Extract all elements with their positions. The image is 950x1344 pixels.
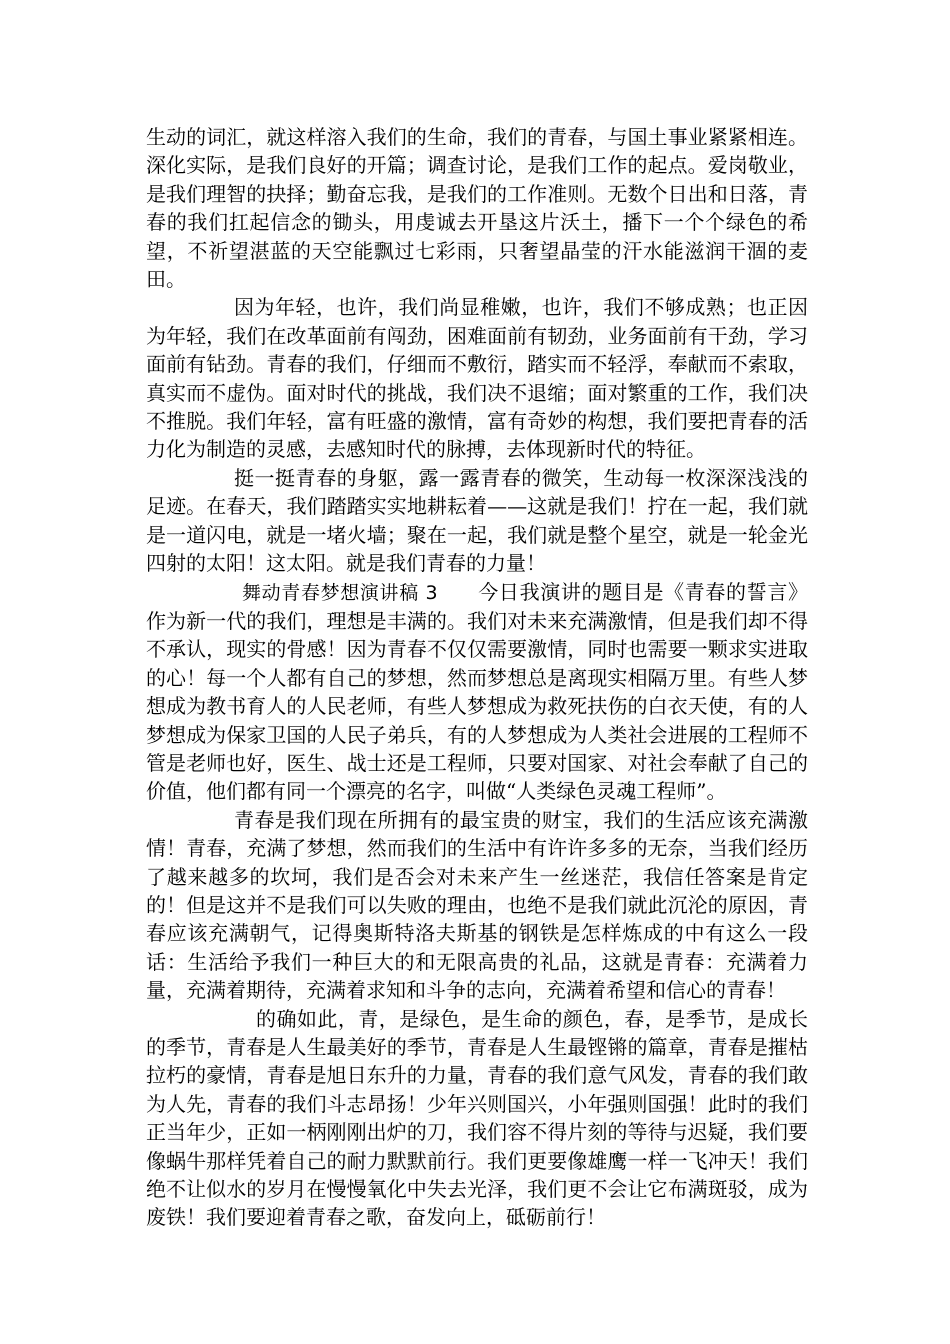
section-line <box>146 578 808 806</box>
paragraph-6: 的确如此，青，是绿色，是生命的颜色，春，是季节，是成长的季节，青春是人生最美好的季节，青春是人生最铿锵的篇章，青春是摧枯拉朽的豪情，青春是旭日东升的力量，青春的我们意气风发，青春的我们敢为人先，青春的我们斗志昂扬！少年兴则国兴，小年强则国强！此时的我们正当年少，正如一柄刚刚出炉的刀，我们容不得片刻的等待与迟疑，我们要像蜗牛那样凭着自己的耐力默默前行。我们更要像雄鹰一样一飞冲天！我们绝不让似水的岁月在慢慢氧化中失去光泽，我们更不会让它布满斑驳，成为废铁！我们要迎着青春之歌，奋发向上，砥砺前行！ <box>146 1006 808 1230</box>
section-title: 舞动青春梦想演讲稿 3 <box>242 581 438 604</box>
paragraph-5: 青春是我们现在所拥有的最宝贵的财宝，我们的生活应该充满激情！青春，充满了梦想，然而我们的生活中有许许多多的无奈，当我们经历了越来越多的坎坷，我们是否会对未来产生一丝迷茫，我信任答案是肯定的！但是这并不是我们可以失败的理由，也绝不是我们就此沉沦的原因，青春应该充满朝气，记得奥斯特洛夫斯基的钢铁是怎样炼成的中有这么一段话：生活给予我们一种巨大的和无限高贵的礼品，这就是青春：充满着力量，充满着期待，充满着求知和斗争的志向，充满着希望和信心的青春！ <box>146 807 808 1003</box>
paragraph-3: 挺一挺青春的身躯，露一露青春的微笑，生动每一枚深深浅浅的足迹。在春天，我们踏踏实实地耕耘着——这就是我们！拧在一起，我们就是一道闪电，就是一堵火墙；聚在一起，我们就是整个星空，就是一轮金光四射的太阳！这太阳。就是我们青春的力量！ <box>146 465 808 576</box>
document-body <box>146 123 808 1232</box>
paragraph-1: 生动的词汇，就这样溶入我们的生命，我们的青春，与国土事业紧紧相连。深化实际，是我们良好的开篇；调查讨论，是我们工作的起点。爱岗敬业，是我们理智的抉择；勤奋忘我，是我们的工作准则。无数个日出和日落，青春的我们扛起信念的锄头，用虔诚去开垦这片沃土，播下一个个绿色的希望，不祈望湛蓝的天空能飘过七彩雨，只奢望晶莹的汗水能滋润干涸的麦田。 <box>146 125 808 292</box>
paragraph-4: 今日我演讲的题目是《青春的誓言》作为新一代的我们，理想是丰满的。我们对未来充满激情，但是我们却不得不承认，现实的骨感！因为青春不仅仅需要激情，同时也需要一颗求实进取的心！每一个人都有自己的梦想，然而梦想总是离现实相隔万里。有些人梦想成为教书育人的人民老师，有些人梦想成为救死扶伤的白衣天使，有的人梦想成为保家卫国的人民子弟兵，有的人梦想成为人类社会进展的工程师不管是老师也好，医生、战士还是工程师，只要对国家、对社会奉献了自己的价值，他们都有同一个漂亮的名字，叫做“人类绿色灵魂工程师”。 <box>146 579 808 804</box>
paragraph-2: 因为年轻，也许，我们尚显稚嫩，也许，我们不够成熟；也正因为年轻，我们在改革面前有闯劲，困难面前有韧劲，业务面前有干劲，学习面前有钻劲。青春的我们，仔细而不敷衍，踏实而不轻浮，奉献而不索取，真实而不虚伪。面对时代的挑战，我们决不退缩；面对繁重的工作，我们决不推脱。我们年轻，富有旺盛的激情，富有奇妙的构想，我们要把青春的活力化为制造的灵感，去感知时代的脉搏，去体现新时代的特征。 <box>146 295 808 462</box>
